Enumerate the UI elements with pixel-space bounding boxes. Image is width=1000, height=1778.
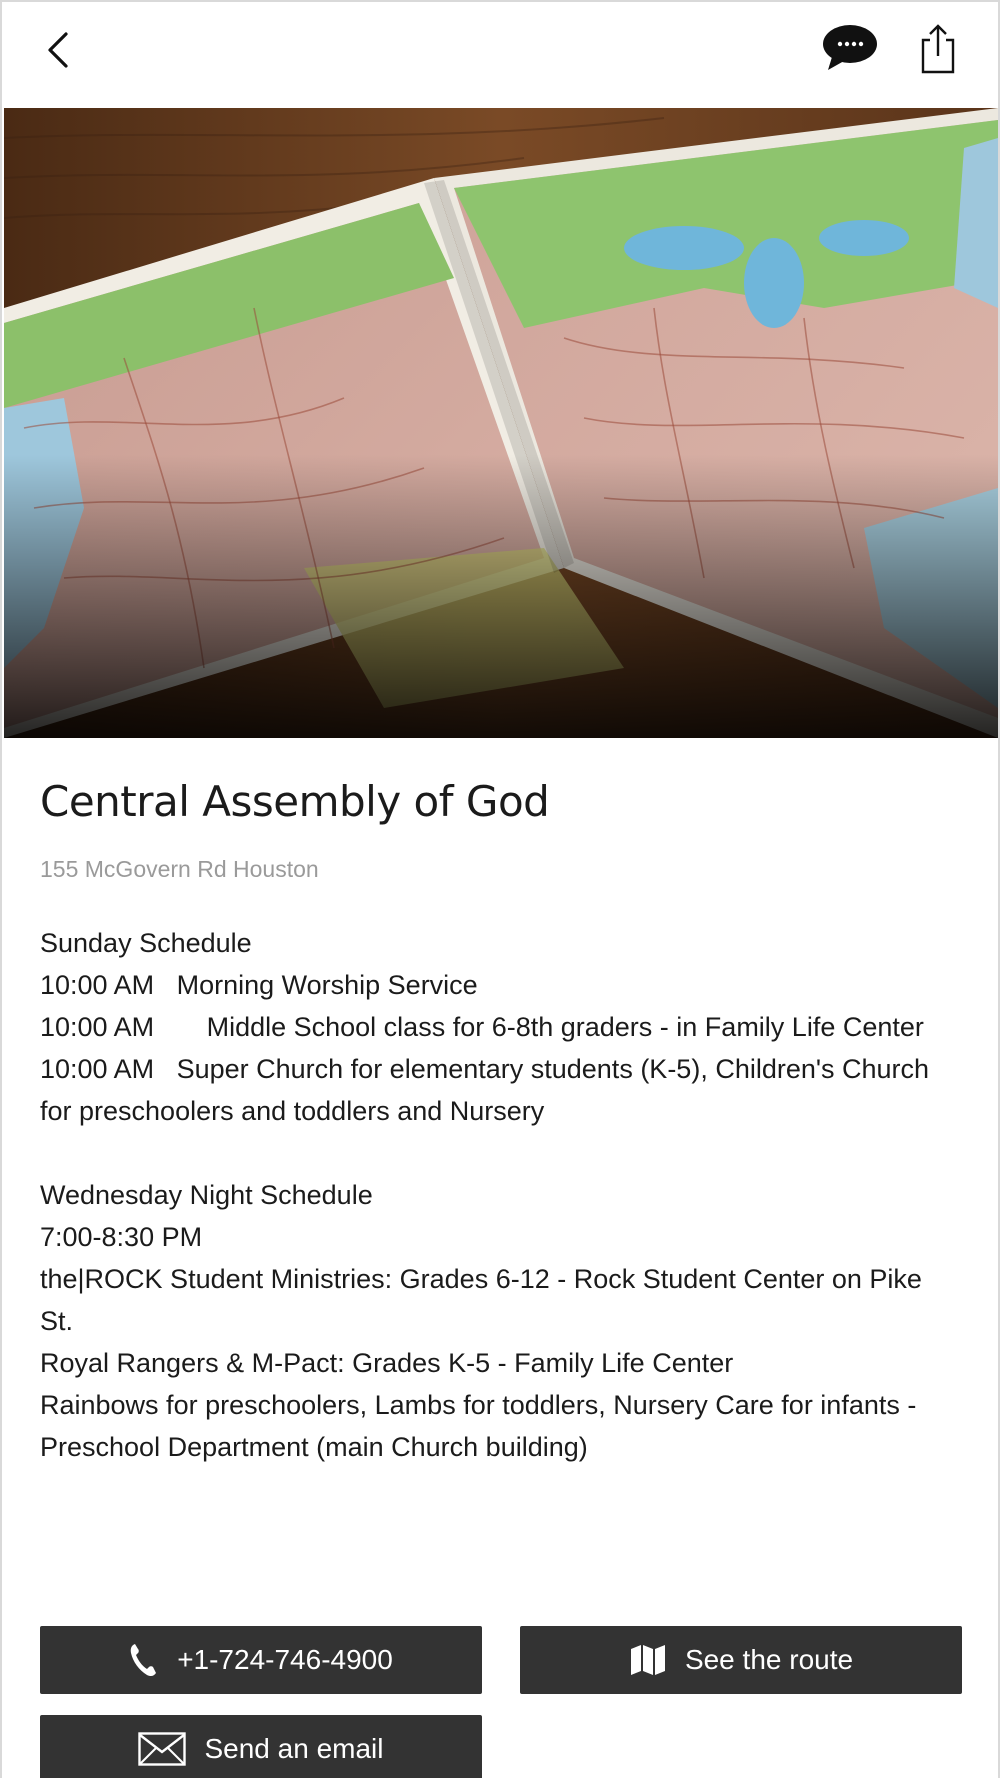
schedule-line: Royal Rangers & M-Pact: Grades K-5 - Family Life Center (40, 1348, 734, 1378)
share-button[interactable] (914, 20, 962, 78)
call-button[interactable] (40, 1626, 482, 1694)
speech-bubble-icon (820, 22, 880, 74)
schedule-line: 10:00 AM Middle School class for 6-8th graders - in Family Life Center (40, 1012, 924, 1042)
church-address: 155 McGovern Rd Houston (40, 856, 319, 882)
email-button[interactable] (40, 1715, 482, 1778)
chevron-left-icon (38, 22, 88, 78)
phone-icon (129, 1642, 159, 1678)
schedule-line: Rainbows for preschoolers, Lambs for toddlers, Nursery Care for infants - Preschool Department (main Church building) (40, 1390, 924, 1462)
email-button-label: Send an email (204, 1733, 384, 1764)
church-details (40, 772, 960, 1468)
share-icon (914, 20, 962, 78)
top-bar (2, 2, 998, 106)
email-button-content (138, 1715, 383, 1778)
call-button-label: +1-724-746-4900 (177, 1644, 393, 1675)
atlas-map-image (4, 108, 998, 738)
spacer (40, 1132, 960, 1174)
sunday-heading: Sunday Schedule (40, 928, 252, 958)
hero-image (4, 108, 998, 738)
page-title: Central Assembly of God (40, 777, 550, 826)
route-button[interactable] (520, 1626, 962, 1694)
chat-button[interactable] (820, 22, 880, 74)
schedule-line: the|ROCK Student Ministries: Grades 6-12 - Rock Student Center on Pike St. (40, 1264, 930, 1336)
schedule-text (40, 922, 960, 1468)
envelope-icon (138, 1732, 186, 1766)
schedule-line: 10:00 AM Super Church for elementary students (K-5), Children's Church for preschoolers and toddlers and Nursery (40, 1054, 937, 1126)
map-icon (629, 1643, 667, 1677)
schedule-line: 7:00-8:30 PM (40, 1222, 203, 1252)
route-button-label: See the route (684, 1644, 854, 1675)
schedule-line: 10:00 AM Morning Worship Service (40, 970, 478, 1000)
back-button[interactable] (38, 22, 88, 78)
wednesday-heading: Wednesday Night Schedule (40, 1180, 373, 1210)
